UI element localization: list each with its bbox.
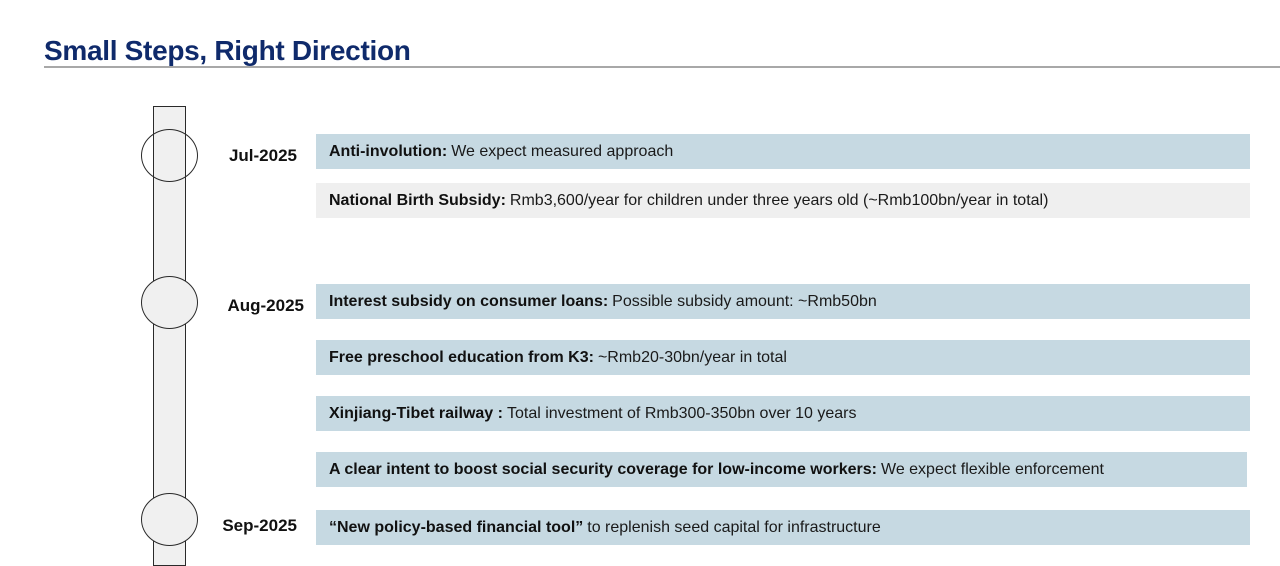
policy-item-heading: Xinjiang-Tibet railway : [329, 404, 503, 422]
timeline-node-jul [141, 129, 198, 182]
page-title: Small Steps, Right Direction [44, 35, 411, 66]
policy-item-text: We expect flexible enforcement [881, 460, 1104, 478]
policy-item-text: Possible subsidy amount: ~Rmb50bn [612, 292, 877, 310]
policy-item-preschool [316, 340, 1250, 375]
policy-item-text: to replenish seed capital for infrastructure [587, 518, 881, 536]
policy-item-text: We expect measured approach [451, 142, 674, 160]
policy-item-social-security [316, 452, 1247, 487]
date-label-sep: Sep-2025 [222, 516, 297, 535]
policy-item-birth-subsidy [316, 183, 1250, 218]
policy-item-text: Total investment of Rmb300-350bn over 10 years [506, 404, 857, 422]
timeline-node-sep [141, 493, 198, 546]
policy-item-heading: Anti-involution: [329, 142, 448, 160]
timeline-node-aug [141, 276, 198, 329]
title-divider [44, 66, 1280, 68]
policy-item-railway [316, 396, 1250, 431]
policy-item-heading: Interest subsidy on consumer loans: [329, 292, 609, 310]
policy-item-heading: National Birth Subsidy: [329, 191, 506, 209]
policy-item-heading: Free preschool education from K3: [329, 348, 594, 366]
policy-item-consumer-loans [316, 284, 1250, 319]
policy-item-heading: A clear intent to boost social security coverage for low-income workers: [329, 460, 877, 478]
policy-item-financial-tool [316, 510, 1250, 545]
policy-item-anti-involution [316, 134, 1250, 169]
date-label-jul: Jul-2025 [228, 146, 297, 165]
policy-item-heading: “New policy-based financial tool” [329, 518, 584, 536]
policy-item-text: Rmb3,600/year for children under three years old (~Rmb100bn/year in total) [509, 191, 1049, 209]
date-label-aug: Aug-2025 [227, 296, 304, 315]
policy-item-text: ~Rmb20-30bn/year in total [597, 348, 787, 366]
